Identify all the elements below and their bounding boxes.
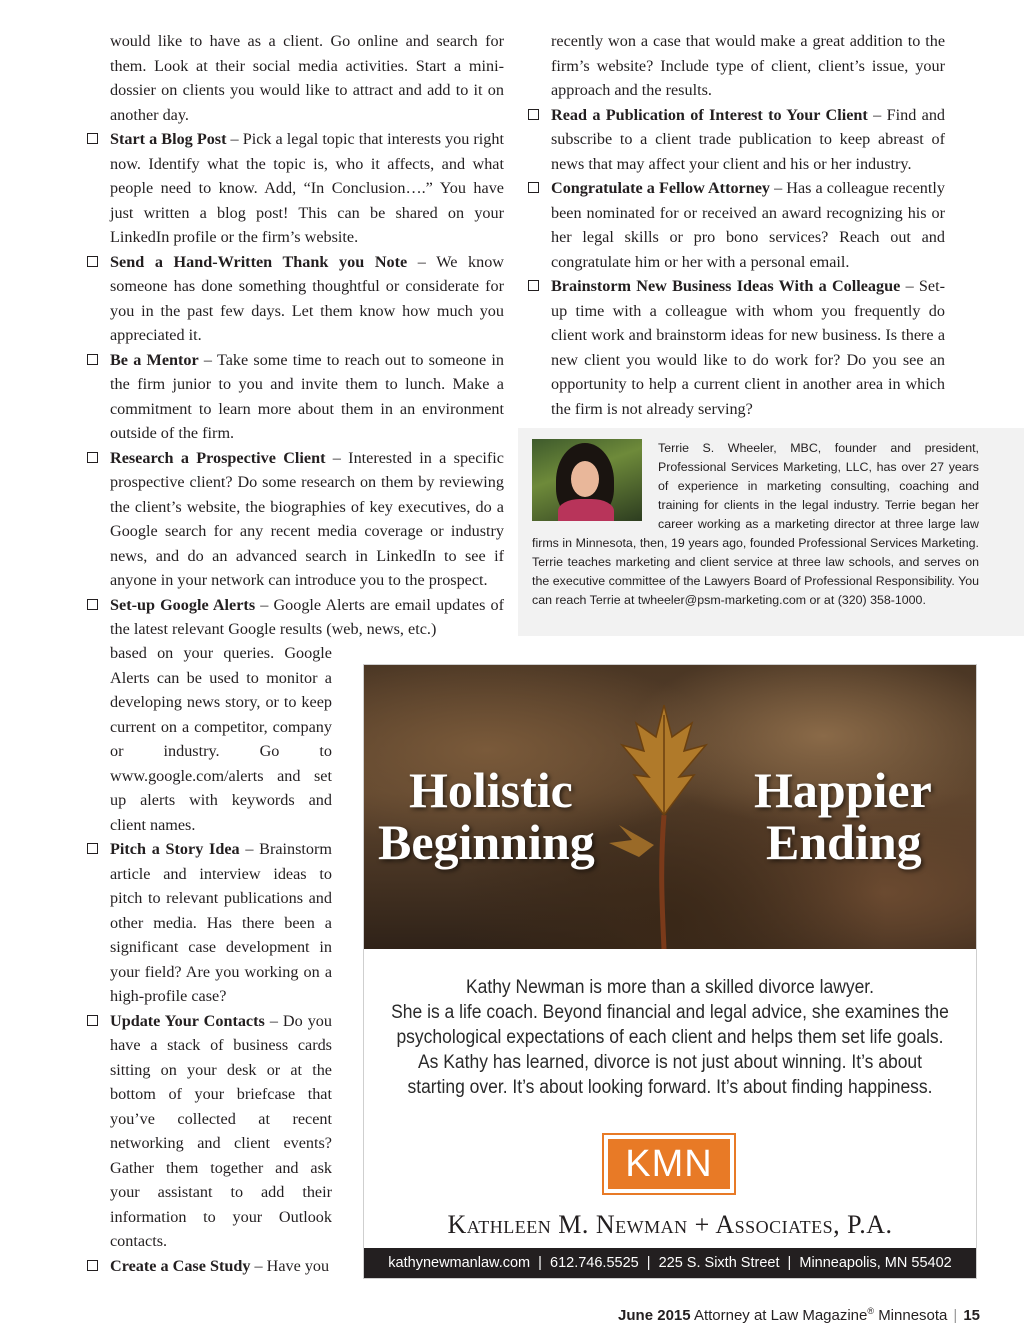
checklist-item-congratulate-attorney: [551, 176, 945, 274]
item-title: Brainstorm New Business Ideas With a Colleague: [551, 277, 901, 295]
checkbox-icon[interactable]: [87, 256, 98, 267]
item-title: Be a Mentor: [110, 350, 199, 369]
issue-date: June 2015: [618, 1307, 691, 1324]
checklist-item-mentor: [110, 348, 504, 446]
left-intro-paragraph: would like to have as a client. Go online and search for them. Look at their social media activities. Start a mini-dossier on clients you would like to attract and add to it on another day.: [110, 32, 504, 124]
law-firm-advertisement[interactable]: [363, 664, 977, 1279]
item-text: – Set-up time with a colleague with whom you frequently do client work and brainstorm ideas for new business. Is there a new client you would like to do work for? Do you see an opportunity to help a current client in another area in which the firm is not already serving?: [551, 277, 945, 418]
checkbox-icon[interactable]: [87, 133, 98, 144]
checkbox-icon[interactable]: [528, 182, 539, 193]
item-title: Send a Hand-Written Thank you Note: [110, 252, 408, 271]
checkbox-icon[interactable]: [87, 354, 98, 365]
item-text: – Google Alerts are email updates of the latest relevant Google results (web, news, etc.): [110, 595, 505, 638]
item-text: – Take some time to reach out to someone in the firm junior to you and invite them to lunch. Make a commitment to learn more about them in an environment outside of the firm.: [110, 350, 505, 442]
checkbox-icon[interactable]: [528, 109, 539, 120]
item-text: – Find and subscribe to a client trade publication to keep abreast of news that may affect your client and his or her industry.: [551, 105, 946, 173]
item-title: Pitch a Story Idea: [110, 840, 240, 858]
checklist-item-prospective-client: [110, 446, 504, 593]
item-text: – We know someone has done something thoughtful or considerate for you in the past few days. Let them know how much you appreciated it.: [110, 252, 504, 344]
checkbox-icon[interactable]: [87, 1260, 98, 1271]
headline-holistic: Holistic: [409, 762, 573, 818]
contact-bar: [364, 1248, 976, 1278]
item-title: Set-up Google Alerts: [110, 595, 256, 614]
ad-body-line: psychological expectations of each client and helps them set life goals.: [396, 1027, 944, 1048]
headline-happier: Happier: [754, 762, 932, 818]
ad-body-line: starting over. It’s about looking forward. It’s about finding happiness.: [407, 1077, 933, 1098]
checkbox-icon[interactable]: [87, 452, 98, 463]
item-title: Research a Prospective Client: [110, 448, 326, 467]
item-title: Read a Publication of Interest to Your Client: [551, 105, 868, 124]
checkbox-icon[interactable]: [87, 1015, 98, 1026]
firm-name: Kathleen M. Newman + Associates, P.A.: [447, 1210, 893, 1239]
item-text: – Have you: [250, 1256, 330, 1275]
item-text: – Do you have a stack of business cards sitting on your desk or at the bottom of your briefcase that you’ve collected at recent networking and client events? Gather them together and ask your assistant to add their information to your Outlook contacts.: [110, 1011, 332, 1250]
checklist-item-brainstorm-ideas: [551, 274, 945, 421]
checklist-item-thank-you-note: [110, 250, 504, 348]
checkbox-icon[interactable]: [528, 280, 539, 291]
checklist-item-case-study: [110, 1254, 332, 1279]
ad-body-line: As Kathy has learned, divorce is not just about winning. It’s about: [418, 1052, 922, 1073]
ad-body-text: [388, 975, 951, 1100]
item-text: – Has a colleague recently been nominated for or received an award recognizing his or her legal skills or pro bono services? Reach out and congratulate him or her with a personal email.: [551, 179, 945, 271]
item-title: Create a Case Study: [110, 1256, 251, 1275]
ad-body-line: Kathy Newman is more than a skilled divorce lawyer.: [465, 977, 875, 998]
logo-text: KMN: [608, 1139, 730, 1189]
checklist-item-google-alerts: [110, 593, 504, 642]
registered-mark: ®: [867, 1306, 875, 1316]
footer-divider: |: [953, 1307, 958, 1324]
item-title: Start a Blog Post: [110, 130, 227, 148]
bio-paragraph: Terrie S. Wheeler, MBC, founder and president, Professional Services Marketing, LLC, has over 27 years of experience in marketing consulting, coaching and training for clients in the legal industry. Terrie began her career working as a marketing director at three large law firms in Minnesota, then, 19 years ago, founded Professional Services Marketing. Terrie teaches marketing and client service at three law schools, and serves on the executive committee of the Lawyers Board of Professional Responsibility. You can reach Terrie at twheeler@psm-marketing.com or at (320) 358-1000.: [532, 441, 979, 607]
right-column: [551, 29, 945, 421]
checklist-item-update-contacts: [110, 1009, 332, 1254]
ad-photo-seedling: [364, 665, 976, 949]
checklist-item-pitch-story: [110, 837, 332, 1009]
google-alerts-continuation: based on your queries. Google Alerts can be used to monitor a developing news story, or to keep current on a competitor, company or industry. Go to www.google.com/alerts and set up alerts with keywords and client names.: [110, 644, 332, 834]
left-column-narrow: [110, 641, 332, 1278]
item-text: – Interested in a specific prospective client? Do some research on them by reviewing the client’s website, the biographies of key executives, do a Google search for any recent media coverage or industry news, and do an advanced search in LinkedIn to see if anyone in your network can introduce you to the prospect.: [110, 448, 504, 589]
item-text: – Pick a legal topic that interests you right now. Identify what the topic is, who it affects, and what people need to know. Add, “In Conclusion….” You have just written a blog post! This can be shared on your LinkedIn profile or the firm’s website.: [110, 130, 504, 246]
item-title: Update Your Contacts: [110, 1011, 265, 1030]
author-bio-text: [532, 439, 979, 610]
headline-beginning: Beginning: [378, 814, 595, 870]
checklist-item-blog-post: [110, 127, 504, 250]
headline-ending: Ending: [766, 814, 922, 870]
contact-info[interactable]: kathynewmanlaw.com | 612.746.5525 | 225 S. Sixth Street | Minneapolis, MN 55402: [388, 1255, 952, 1271]
checkbox-icon[interactable]: [87, 843, 98, 854]
ad-body-line: She is a life coach. Beyond financial and legal advice, she examines the: [391, 1002, 949, 1023]
edition: Minnesota: [878, 1307, 948, 1324]
magazine-name: Attorney at Law Magazine: [693, 1307, 868, 1324]
page-footer: [0, 1306, 980, 1324]
item-text: – Brainstorm article and interview ideas to pitch to relevant publications and other media. Has there been a significant case development in your field? Are you working on a high-profile case?: [110, 840, 333, 1005]
checklist-item-read-publication: [551, 103, 945, 177]
checkbox-icon[interactable]: [87, 599, 98, 610]
left-column: [110, 29, 504, 642]
author-bio-box: [518, 428, 1024, 636]
right-intro-paragraph: recently won a case that would make a great addition to the firm’s website? Include type of client, client’s issue, your approach and the results.: [551, 32, 945, 99]
kmn-logo: [602, 1133, 736, 1195]
page-number: 15: [963, 1307, 980, 1324]
item-title: Congratulate a Fellow Attorney: [551, 179, 771, 197]
